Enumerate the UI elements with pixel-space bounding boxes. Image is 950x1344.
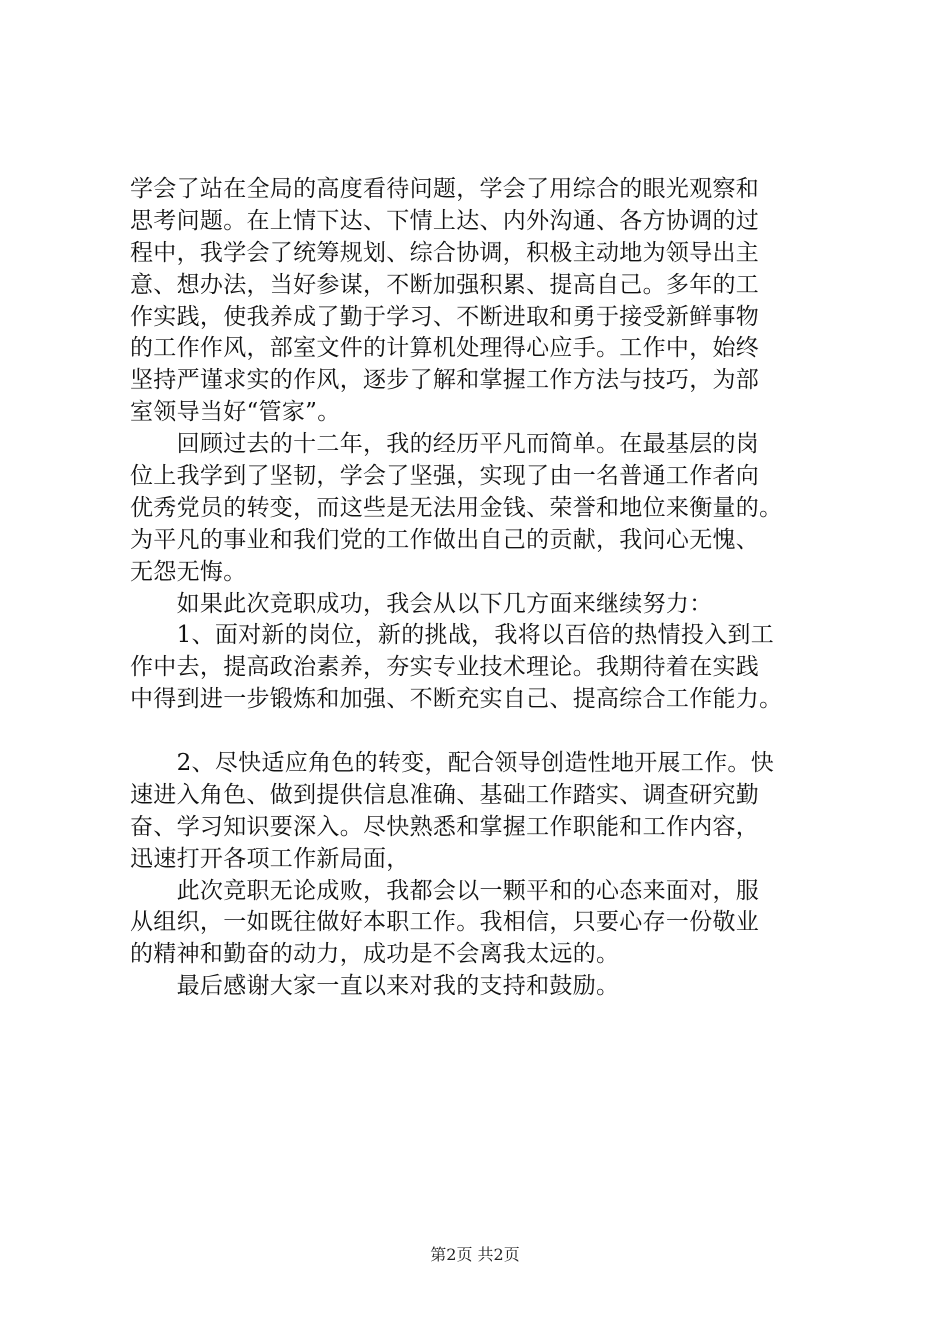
text-line: 的精神和勤奋的动力，成功是不会离我太远的。 [130,941,620,968]
document-body [130,174,830,1003]
text-line: 作中去，提高政治素养，夯实专业技术理论。我期待着在实践 [130,654,760,681]
text-line: 此次竞职无论成败，我都会以一颗平和的心态来面对，服 [130,877,760,904]
text-line: 意、想办法，当好参谋，不断加强积累、提高自己。多年的工 [130,271,760,298]
text-line: 学会了站在全局的高度看待问题，学会了用综合的眼光观察和 [130,176,760,202]
text-line: 回顾过去的十二年，我的经历平凡而简单。在最基层的岗 [130,431,760,458]
text-line: 如果此次竞职成功，我会从以下几方面来继续努力： [130,590,713,617]
text-line: 室领导当好“管家”。 [130,399,341,426]
text-line: 优秀党员的转变，而这些是无法用金钱、荣誉和地位来衡量的。 [130,494,783,521]
text-line: 最后感谢大家一直以来对我的支持和鼓励。 [130,973,620,1000]
text-line: 1、面对新的岗位，新的挑战，我将以百倍的热情投入到工 [130,622,775,649]
text-line: 程中，我学会了统筹规划、综合协调，积极主动地为领导出主 [130,239,760,266]
text-line: 坚持严谨求实的作风，逐步了解和掌握工作方法与技巧，为部 [130,367,760,394]
text-line: 从组织，一如既往做好本职工作。我相信，只要心存一份敬业 [130,909,760,936]
text-line: 中得到进一步锻炼和加强、不断充实自己、提高综合工作能力。 [130,686,783,713]
text-line: 为平凡的事业和我们党的工作做出自己的贡献，我问心无愧、 [130,526,760,553]
page-number-footer: 第2页 共2页 [430,1245,520,1264]
text-line: 的工作作风，部室文件的计算机处理得心应手。工作中，始终 [130,335,760,362]
text-line: 位上我学到了坚韧，学会了坚强，实现了由一名普通工作者向 [130,463,760,490]
text-line: 无怨无悔。 [130,558,247,585]
text-line: 思考问题。在上情下达、下情上达、内外沟通、各方协调的过 [130,207,760,234]
text-line: 速进入角色、做到提供信息准确、基础工作踏实、调查研究勤 [130,781,760,808]
text-line: 2、尽快适应角色的转变，配合领导创造性地开展工作。快 [130,750,775,777]
text-line: 奋、学习知识要深入。尽快熟悉和掌握工作职能和工作内容， [130,813,760,840]
blank-line [130,716,830,748]
text-line: 迅速打开各项工作新局面， [130,845,410,872]
text-line: 作实践，使我养成了勤于学习、不断进取和勇于接受新鲜事物 [130,303,760,330]
